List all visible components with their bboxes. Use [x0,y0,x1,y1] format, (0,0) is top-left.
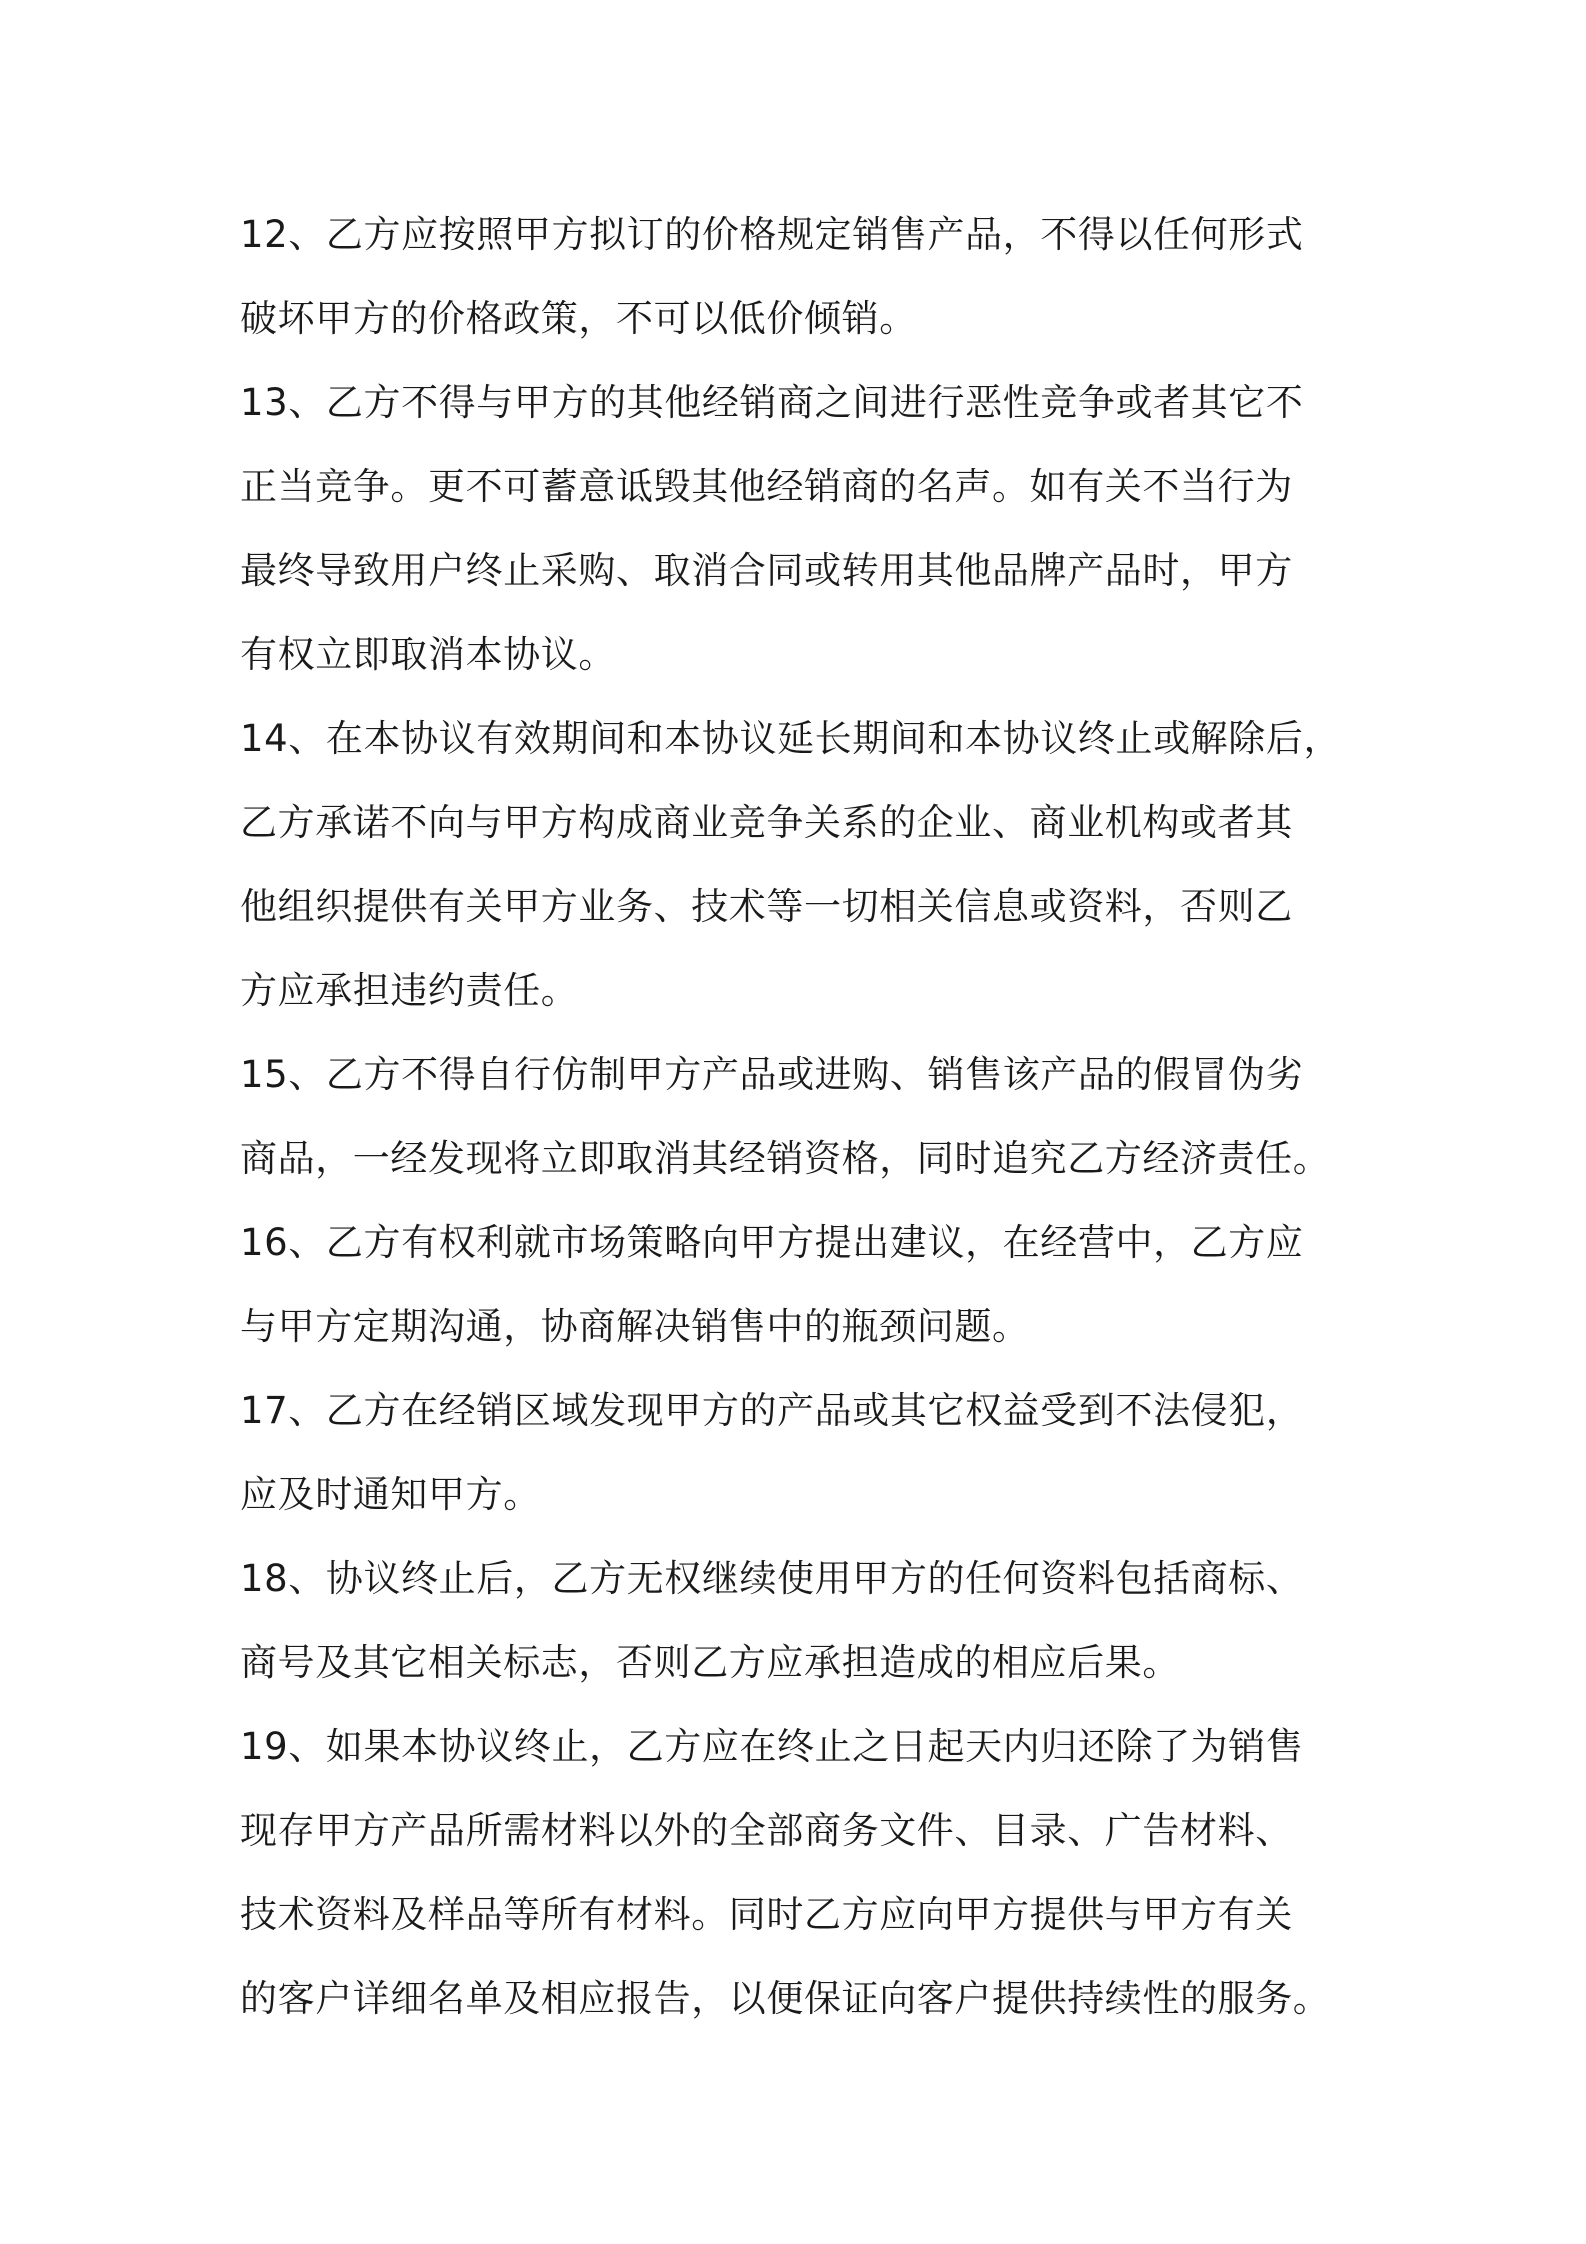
text-line: 18、协议终止后，乙方无权继续使用甲方的任何资料包括商标、 [240,1557,1304,1600]
text-line: 他组织提供有关甲方业务、技术等一切相关信息或资料，否则乙 [240,885,1293,928]
text-line: 破坏甲方的价格政策，不可以低价倾销。 [240,297,917,340]
text-line: 商品，一经发现将立即取消其经销资格，同时追究乙方经济责任。 [240,1137,1331,1180]
text-line: 方应承担违约责任。 [240,969,579,1012]
text-line: 有权立即取消本协议。 [240,633,616,676]
text-line: 最终导致用户终止采购、取消合同或转用其他品牌产品时，甲方 [240,549,1293,592]
text-line: 12、乙方应按照甲方拟订的价格规定销售产品，不得以任何形式 [240,213,1304,256]
text-line: 14、在本协议有效期间和本协议延长期间和本协议终止或解除后， [240,717,1342,760]
document-body [240,193,1360,2041]
text-line: 17、乙方在经销区域发现甲方的产品或其它权益受到不法侵犯， [240,1389,1304,1432]
text-line: 15、乙方不得自行仿制甲方产品或进购、销售该产品的假冒伪劣 [240,1053,1304,1096]
text-line: 现存甲方产品所需材料以外的全部商务文件、目录、广告材料、 [240,1809,1293,1852]
text-line: 的客户详细名单及相应报告，以便保证向客户提供持续性的服务。 [240,1977,1331,2020]
text-line: 16、乙方有权利就市场策略向甲方提出建议，在经营中，乙方应 [240,1221,1304,1264]
text-line: 技术资料及样品等所有材料。同时乙方应向甲方提供与甲方有关 [240,1893,1293,1936]
text-line: 13、乙方不得与甲方的其他经销商之间进行恶性竞争或者其它不 [240,381,1304,424]
text-line: 与甲方定期沟通，协商解决销售中的瓶颈问题。 [240,1305,1030,1348]
text-line: 乙方承诺不向与甲方构成商业竞争关系的企业、商业机构或者其 [240,801,1293,844]
text-line: 19、如果本协议终止，乙方应在终止之日起天内归还除了为销售 [240,1725,1304,1768]
text-line: 应及时通知甲方。 [240,1473,541,1516]
text-line: 商号及其它相关标志，否则乙方应承担造成的相应后果。 [240,1641,1180,1684]
text-line: 正当竞争。更不可蓄意诋毁其他经销商的名声。如有关不当行为 [240,465,1293,508]
